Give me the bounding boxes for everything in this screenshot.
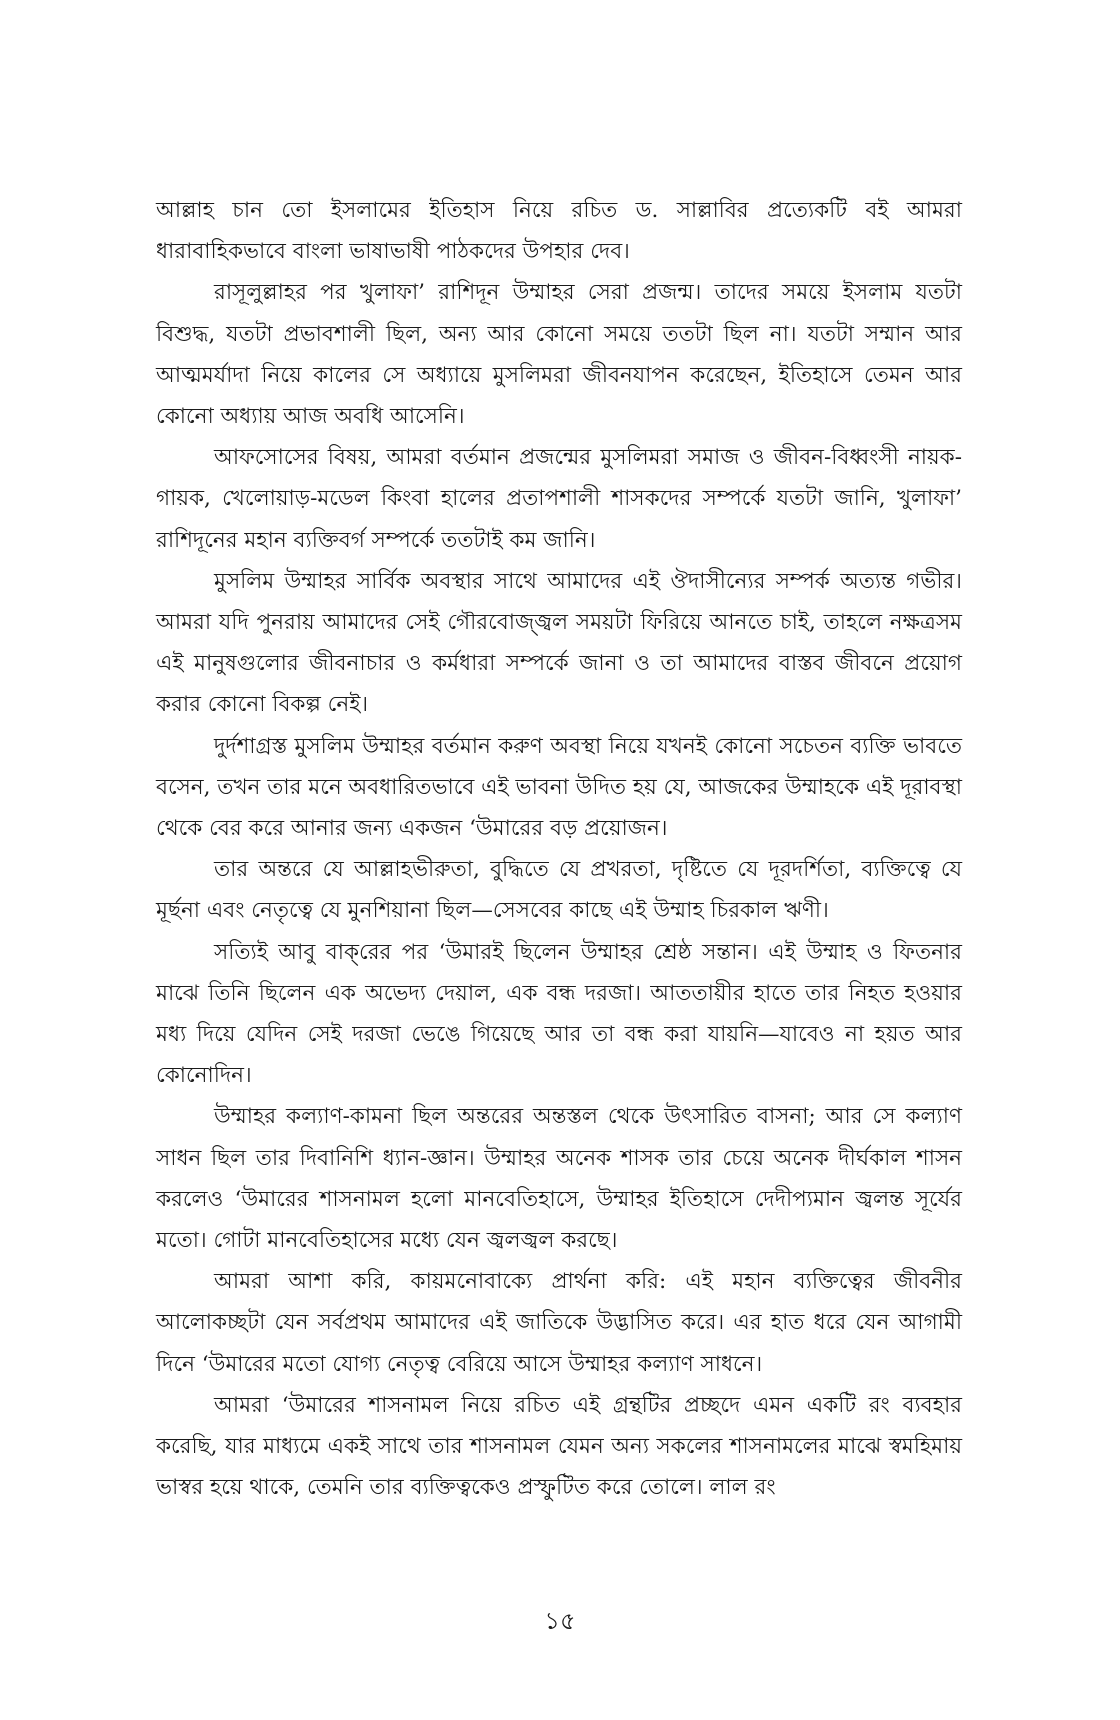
page-number: ১৫: [544, 1607, 576, 1635]
paragraph-1: আল্লাহ চান তো ইসলামের ইতিহাস নিয়ে রচিত ড. সাল্লাবির প্রত্যেকটি বই আমরা ধারাবাহিকভাবে বাংলা ভাষাভাষী পাঠকদের উপহার দেব।: [156, 198, 962, 265]
paragraph-5: দুর্দশাগ্রস্ত মুসলিম উম্মাহর বর্তমান করুণ অবস্থা নিয়ে যখনই কোনো সচেতন ব্যক্তি ভাবতে বসেন, তখন তার মনে অবধারিতভাবে এই ভাবনা উদিত হয় যে, আজকের উম্মাহকে এই দূরাবস্থা থেকে বের করে আনার জন্য একজন ‘উমারের বড় প্রয়োজন।: [156, 733, 962, 842]
paragraph-10: আমরা ‘উমারের শাসনামল নিয়ে রচিত এই গ্রন্থটির প্রচ্ছদে এমন একটি রং ব্যবহার করেছি, যার মাধ্যমে একই সাথে তার শাসনামল যেমন অন্য সকলের শাসনামলের মাঝে স্বমহিমায় ভাস্বর হয়ে থাকে, তেমনি তার ব্যক্তিত্বকেও প্রস্ফুটিত করে তোলে। লাল রং: [156, 1392, 962, 1501]
paragraph-8: উম্মাহর কল্যাণ-কামনা ছিল অন্তরের অন্তস্তল থেকে উৎসারিত বাসনা; আর সে কল্যাণ সাধন ছিল তার দিবানিশি ধ্যান-জ্ঞান। উম্মাহর অনেক শাসক তার চেয়ে অনেক দীর্ঘকাল শাসন করলেও ‘উমারের শাসনামল হলো মানবেতিহাসে, উম্মাহর ইতিহাসে দেদীপ্যমান জ্বলন্ত সূর্যের মতো। গোটা মানবেতিহাসের মধ্যে যেন জ্বলজ্বল করছে।: [156, 1104, 962, 1254]
paragraph-4: মুসলিম উম্মাহর সার্বিক অবস্থার সাথে আমাদের এই ঔদাসীন্যের সম্পর্ক অত্যন্ত গভীর। আমরা যদি পুনরায় আমাদের সেই গৌরবোজ্জ্বল সময়টা ফিরিয়ে আনতে চাই, তাহলে নক্ষত্রসম এই মানুষগুলোর জীবনাচার ও কর্মধারা সম্পর্কে জানা ও তা আমাদের বাস্তব জীবনে প্রয়োগ করার কোনো বিকল্প নেই।: [156, 568, 962, 718]
paragraph-3: আফসোসের বিষয়, আমরা বর্তমান প্রজন্মের মুসলিমরা সমাজ ও জীবন-বিধ্বংসী নায়ক-গায়ক, খেলোয়াড়-মডেল কিংবা হালের প্রতাপশালী শাসকদের সম্পর্কে যতটা জানি, খুলাফা’ রাশিদূনের মহান ব্যক্তিবর্গ সম্পর্কে ততটাই কম জানি।: [156, 445, 962, 553]
paragraph-7: সত্যিই আবু বাক্‌রের পর ‘উমারই ছিলেন উম্মাহর শ্রেষ্ঠ সন্তান। এই উম্মাহ ও ফিতনার মাঝে তিনি ছিলেন এক অভেদ্য দেয়াল, এক বন্ধ দরজা। আততায়ীর হাতে তার নিহত হওয়ার মধ্য দিয়ে যেদিন সেই দরজা ভেঙে গিয়েছে আর তা বন্ধ করা যায়নি—যাবেও না হয়ত আর কোনোদিন।: [156, 939, 962, 1089]
body-text: [156, 190, 962, 1509]
paragraph-2: রাসূলুল্লাহর পর খুলাফা’ রাশিদূন উম্মাহর সেরা প্রজন্ম। তাদের সময়ে ইসলাম যতটা বিশুদ্ধ, যতটা প্রভাবশালী ছিল, অন্য আর কোনো সময়ে ততটা ছিল না। যতটা সম্মান আর আত্মমর্যাদা নিয়ে কালের সে অধ্যায়ে মুসলিমরা জীবনযাপন করেছেন, ইতিহাসে তেমন আর কোনো অধ্যায় আজ অবধি আসেনি।: [156, 280, 962, 430]
paragraph-9: আমরা আশা করি, কায়মনোবাক্যে প্রার্থনা করি: এই মহান ব্যক্তিত্বের জীবনীর আলোকচ্ছটা যেন সর্বপ্রথম আমাদের এই জাতিকে উদ্ভাসিত করে। এর হাত ধরে যেন আগামী দিনে ‘উমারের মতো যোগ্য নেতৃত্ব বেরিয়ে আসে উম্মাহর কল্যাণ সাধনে।: [156, 1269, 962, 1377]
paragraph-6: তার অন্তরে যে আল্লাহভীরুতা, বুদ্ধিতে যে প্রখরতা, দৃষ্টিতে যে দূরদর্শিতা, ব্যক্তিত্বে যে মূর্ছনা এবং নেতৃত্বে যে মুনশিয়ানা ছিল—সেসবের কাছে এই উম্মাহ চিরকাল ঋণী।: [156, 857, 962, 924]
